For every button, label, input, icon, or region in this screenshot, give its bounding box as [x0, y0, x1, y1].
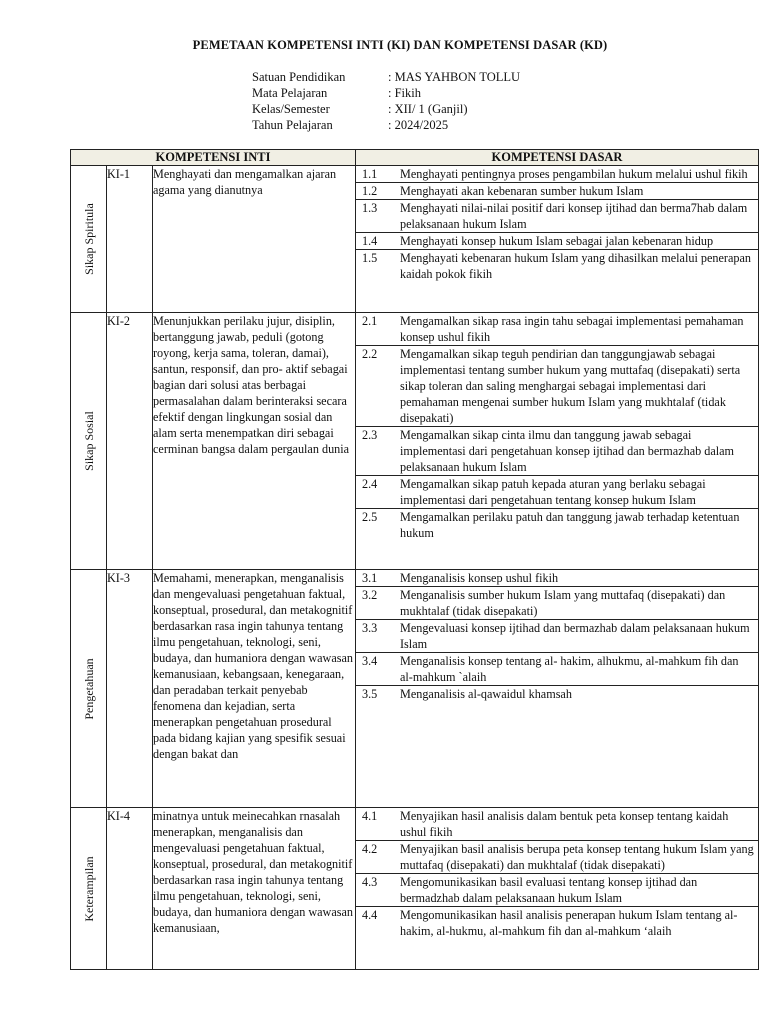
competency-table	[70, 149, 759, 970]
kd-description: Menyajikan hasil analisis dalam bentuk peta konsep tentang kaidah ushul fikih	[400, 809, 729, 839]
ki-description: Memahami, menerapkan, menganalisis dan mengevaluasi pengetahuan faktual, konseptual, prosedural, dan metakognitif berdasarkan rasa ingin tahunya tentang ilmu pengetahuan, teknologi, seni, budaya, dan humaniora dengan wawasan kemanusiaan, kebangsaan, kenegaraan, dan peradaban terkait penyebab fenomena dan kejadian, serta menerapkan pengetahuan prosedural pada bidang kajian yang spesifik sesuai dengan bakat dan	[153, 570, 356, 808]
kd-description: Menghayati pentingnya proses pengambilan hukum melalui ushul fikih	[400, 167, 748, 181]
kd-description: Mengevaluasi konsep ijtihad dan bermazhab dalam pelaksanaan hukum Islam	[400, 621, 750, 651]
kd-description: Mengamalkan sikap cinta ilmu dan tanggung jawab sebagai implementasi dari pengetahuan konsep ijtihad dan bermazhab dalam pelaksanaan hukum Islam	[400, 428, 735, 474]
document-meta	[252, 69, 520, 133]
aspect-cell	[71, 313, 107, 570]
kd-description: Menghayati akan kebenaran sumber hukum Islam	[400, 184, 644, 198]
kd-item	[356, 313, 758, 346]
kd-list	[356, 570, 759, 808]
kd-description: Menganalisis sumber hukum Islam yang muttafaq (disepakati) dan mukhtalaf (tidak disepakati)	[400, 588, 726, 618]
meta-value: : XII/ 1 (Ganjil)	[388, 102, 468, 116]
kd-number: 4.1	[362, 809, 378, 823]
kd-item	[356, 509, 758, 541]
kd-item	[356, 427, 758, 476]
aspect-label: Keterampilan	[81, 855, 96, 922]
kd-item	[356, 200, 758, 233]
aspect-label: Sikap Spiritula	[81, 203, 96, 275]
kd-number: 2.2	[362, 347, 378, 361]
header-kompetensi-dasar: KOMPETENSI DASAR	[356, 150, 759, 166]
kd-description: Mengamalkan sikap rasa ingin tahu sebagai implementasi pemahaman konsep ushul fikih	[400, 314, 744, 344]
ki-code: KI-4	[107, 808, 153, 970]
meta-value: : Fikih	[388, 86, 421, 100]
kd-number: 4.2	[362, 842, 378, 856]
kd-number: 1.2	[362, 184, 378, 198]
kd-item	[356, 587, 758, 620]
ki-code: KI-3	[107, 570, 153, 808]
kd-item	[356, 653, 758, 686]
kd-description: Mengamalkan perilaku patuh dan tanggung jawab terhadap ketentuan hukum	[400, 510, 740, 540]
aspect-cell	[71, 166, 107, 313]
kd-description: Menganalisis al-qawaidul khamsah	[400, 687, 572, 701]
kd-number: 2.4	[362, 477, 378, 491]
table-row	[71, 808, 759, 970]
kd-number: 3.2	[362, 588, 378, 602]
kd-number: 4.4	[362, 908, 378, 922]
table-row	[71, 166, 759, 313]
kd-list	[356, 166, 759, 313]
kd-number: 1.1	[362, 167, 378, 181]
table-row	[71, 313, 759, 570]
table-header-row	[71, 150, 759, 166]
meta-label: Kelas/Semester	[252, 102, 330, 116]
kd-item	[356, 166, 758, 183]
aspect-label: Sikap Sosial	[81, 411, 96, 471]
meta-value: : 2024/2025	[388, 118, 449, 132]
kd-list	[356, 808, 759, 970]
kd-number: 1.5	[362, 251, 378, 265]
aspect-cell	[71, 570, 107, 808]
kd-description: Mengomunikasikan basil evaluasi tentang konsep ijtihad dan bermadzhab dalam pelaksanaan hukum Islam	[400, 875, 698, 905]
kd-number: 4.3	[362, 875, 378, 889]
ki-description: minatnya untuk meinecahkan rnasalah menerapkan, menganalisis dan mengevaluasi pengetahuan faktual, konseptual, prosedural, dan metakognitif berdasarkan rasa ingin tahunya tentang ilmu pengetahuan, teknologi, seni, budaya, dan humaniora dengan wawasan kemanusiaan,	[153, 808, 356, 970]
kd-description: Mengomunikasikan hasil analisis penerapan hukum Islam tentang al- hakim, al-hukmu, al-mahkum fih dan al-mahkum ‘alaih	[400, 908, 738, 938]
aspect-cell	[71, 808, 107, 970]
meta-label: Tahun Pelajaran	[252, 118, 333, 132]
kd-description: Menyajikan basil analisis berupa peta konsep tentang hukum Islam yang muttafaq (disepakati) dan mukhtalaf (tidak disepakati)	[400, 842, 754, 872]
kd-item	[356, 620, 758, 653]
kd-item	[356, 250, 758, 282]
kd-number: 2.5	[362, 510, 378, 524]
ki-description: Menunjukkan perilaku jujur, disiplin, bertanggung jawab, peduli (gotong royong, kerja sama, toleran, damai), santun, responsif, dan pro- aktif sebagai bagian dari solusi atas berbagai permasalahan dalam berinteraksi secara efektif dengan lingkungan sosial dan alam serta menempatkan diri sebagai cerminan bangsa dalam pergaulan dunia	[153, 313, 356, 570]
kd-description: Menganalisis konsep tentang al- hakim, alhukmu, al-mahkum fih dan al-mahkum `alaih	[400, 654, 739, 684]
kd-item	[356, 874, 758, 907]
kd-item	[356, 907, 758, 939]
ki-code: KI-1	[107, 166, 153, 313]
kd-description: Mengamalkan sikap patuh kepada aturan yang berlaku sebagai implementasi dari pengetahuan tentang konsep hukum Islam	[400, 477, 706, 507]
kd-item	[356, 841, 758, 874]
kd-number: 1.3	[362, 201, 378, 215]
kd-item	[356, 346, 758, 427]
kd-list	[356, 313, 759, 570]
meta-row-mapel	[252, 85, 520, 101]
kd-number: 1.4	[362, 234, 378, 248]
meta-row-kelas	[252, 101, 520, 117]
kd-number: 3.4	[362, 654, 378, 668]
kd-item	[356, 183, 758, 200]
kd-item	[356, 686, 758, 702]
table-row	[71, 570, 759, 808]
kd-number: 3.5	[362, 687, 378, 701]
meta-value: : MAS YAHBON TOLLU	[388, 70, 521, 84]
meta-label: Satuan Pendidikan	[252, 70, 346, 84]
header-kompetensi-inti: KOMPETENSI INTI	[71, 150, 356, 166]
kd-item	[356, 808, 758, 841]
ki-description: Menghayati dan mengamalkan ajaran agama yang dianutnya	[153, 166, 356, 313]
kd-number: 2.3	[362, 428, 378, 442]
aspect-label: Pengetahuan	[81, 657, 96, 720]
kd-item	[356, 570, 758, 587]
kd-number: 3.1	[362, 571, 378, 585]
kd-description: Mengamalkan sikap teguh pendirian dan tanggungjawab sebagai implementasi tentang sumber hukum yang muttafaq (disepakati) serta sikap toleran dan saling menghargai sebagai implementasi dari pemahaman mengenai sumber hukum Islam yang mukhtalaf (tidak disepakati)	[400, 347, 741, 425]
kd-item	[356, 476, 758, 509]
kd-item	[356, 233, 758, 250]
kd-description: Menghayati kebenaran hukum Islam yang dihasilkan melalui penerapan kaidah pokok fikih	[400, 251, 751, 281]
kd-description: Menganalisis konsep ushul fikih	[400, 571, 559, 585]
page-title: PEMETAAN KOMPETENSI INTI (KI) DAN KOMPETENSI DASAR (KD)	[192, 38, 608, 52]
kd-description: Menghayati konsep hukum Islam sebagai jalan kebenaran hidup	[400, 234, 714, 248]
meta-row-satuan	[252, 69, 520, 85]
meta-row-tahun	[252, 117, 520, 133]
kd-number: 2.1	[362, 314, 378, 328]
ki-code: KI-2	[107, 313, 153, 570]
kd-description: Menghayati nilai-nilai positif dari konsep ijtihad dan berma7hab dalam pelaksanaan hukum Islam	[400, 201, 748, 231]
meta-label: Mata Pelajaran	[252, 86, 328, 100]
table-body	[71, 166, 759, 970]
kd-number: 3.3	[362, 621, 378, 635]
